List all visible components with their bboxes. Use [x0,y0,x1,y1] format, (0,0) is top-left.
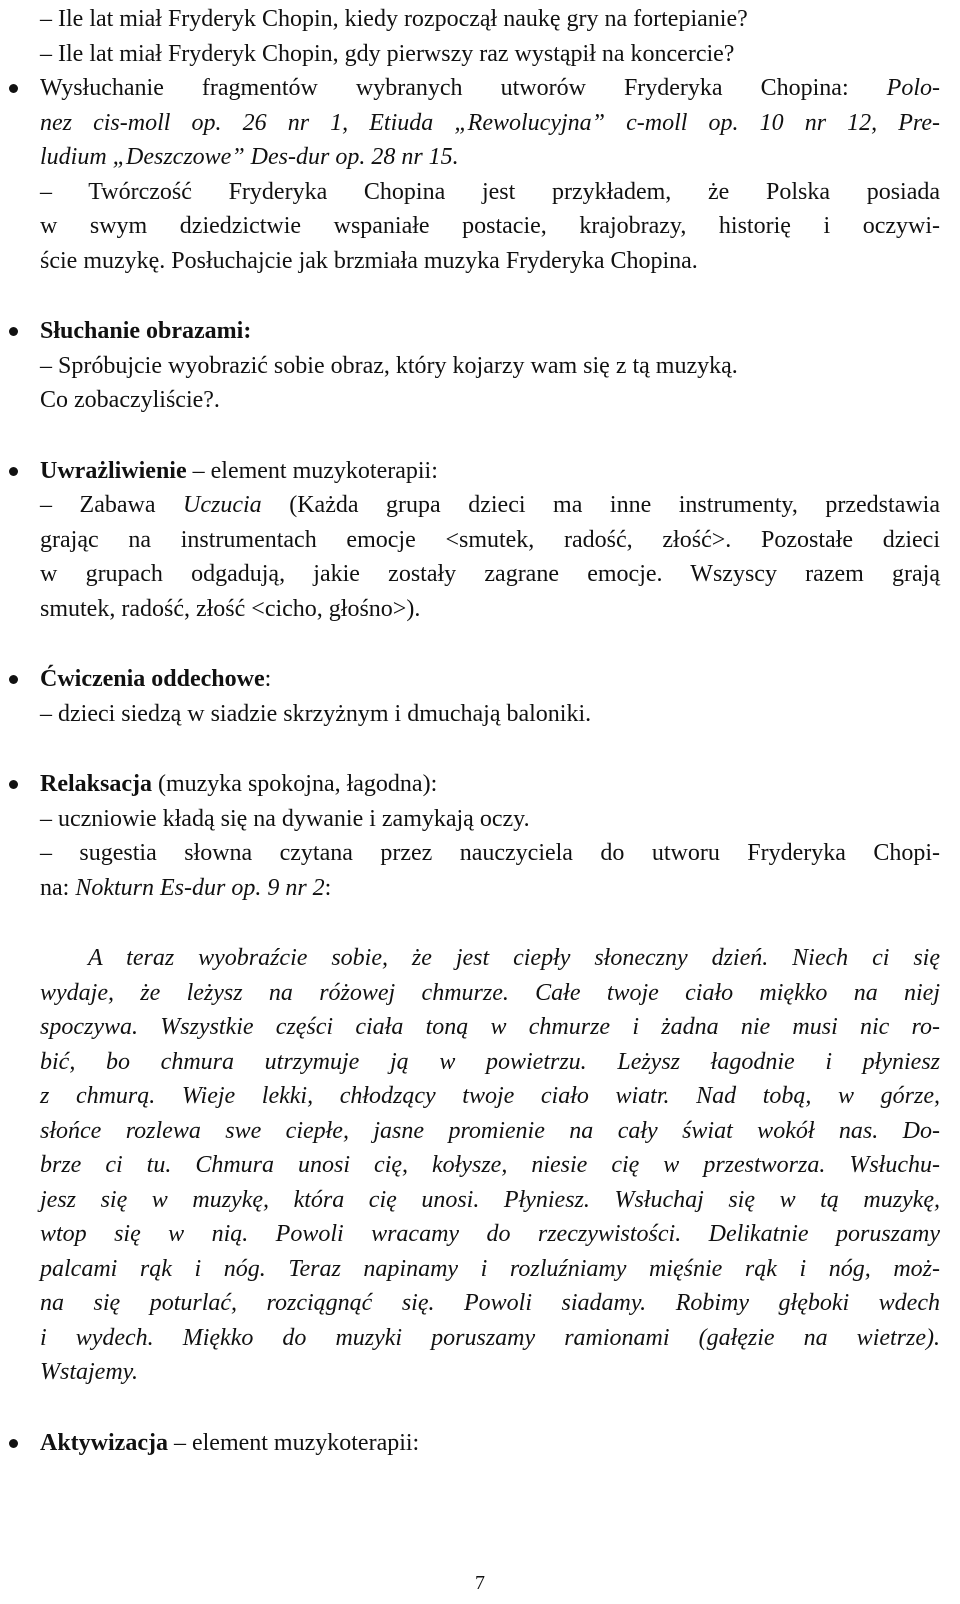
list-item [40,71,940,278]
page-number: 7 [475,1572,485,1594]
listen-line: Wysłuchanie fragmentów wybranych utworów Fryderyka Chopina: Polo- [40,75,940,101]
list-item [40,314,940,418]
story-line: spoczywa. Wszystkie części ciała toną w chmurze i żadna nie musi nic ro- [40,1014,940,1040]
story-line: z chmurą. Wieje lekki, chłodzący twoje ciało wiatr. Nad tobą, w górze, [40,1083,940,1109]
bullet-icon [9,780,18,789]
question-line: – Ile lat miał Fryderyk Chopin, kiedy rozpoczął naukę gry na fortepianie? [40,6,748,32]
works-line: nez cis-moll op. 26 nr 1, Etiuda „Rewolucyjna” c-moll op. 10 nr 12, Pre- [40,109,940,136]
question-line: – Ile lat miał Fryderyk Chopin, gdy pierwszy raz wystąpił na koncercie? [40,40,735,67]
story-line: Wstajemy. [40,1359,138,1385]
section-heading: Ćwiczenia oddechowe: [40,666,272,692]
works-line: ludium „Deszczowe” Des-dur op. 28 nr 15. [40,144,459,170]
paragraph-line: smutek, radość, złość <cicho, głośno>). [40,595,421,622]
document-page [40,0,940,1460]
story-line: bić, bo chmura utrzymuje ją w powietrzu. Leżysz łagodnie i płyniesz [40,1048,940,1075]
story-line: A teraz wyobraźcie sobie, że jest ciepły słoneczny dzień. Niech ci się [88,945,940,971]
paragraph-line: – sugestia słowna czytana przez nauczyciela do utworu Fryderyka Chopi- [40,840,940,866]
story-line: wydaje, że leżysz na różowej chmurze. Całe twoje ciało miękko na niej [40,979,940,1006]
section-heading: Słuchanie obrazami: [40,318,252,344]
story-line: palcami rąk i nóg. Teraz napinamy i rozluźniamy mięśnie rąk i nóg, moż- [40,1255,940,1282]
story-line: i wydech. Miękko do muzyki poruszamy ramionami (gałęzie na wietrze). [40,1324,940,1351]
bullet-icon [9,467,18,476]
paragraph-line: na: Nokturn Es-dur op. 9 nr 2: [40,874,332,901]
creativity-line: ście muzykę. Posłuchajcie jak brzmiała muzyka Fryderyka Chopina. [40,247,698,274]
paragraph-line: grając na instrumentach emocje <smutek, radość, złość>. Pozostałe dzieci [40,526,940,553]
story-line: brze ci tu. Chmura unosi cię, kołysze, niesie cię w przestworza. Wsłuchu- [40,1152,940,1178]
list-item [40,454,940,627]
paragraph-line: Co zobaczyliście?. [40,387,220,413]
section-heading: Uwrażliwienie – element muzykoterapii: [40,457,438,484]
list-item [40,767,940,905]
bullet-icon [9,1439,18,1448]
story-paragraph [40,941,940,1390]
bullet-icon [9,675,18,684]
paragraph-line: – Spróbujcie wyobrazić sobie obraz, który kojarzy wam się z tą muzyką. [40,352,738,379]
paragraph-line: w grupach odgadują, jakie zostały zagrane emocje. Wszyscy razem grają [40,561,940,587]
list-item [40,662,940,731]
story-line: jesz się w muzykę, która cię unosi. Płyniesz. Wsłuchaj się w tą muzykę, [40,1186,940,1213]
section-heading: Aktywizacja – element muzykoterapii: [40,1429,420,1456]
list-item [40,1426,940,1461]
bullet-icon [9,327,18,336]
story-line: na się poturlać, rozciągnąć się. Powoli siadamy. Robimy głęboki wdech [40,1290,940,1316]
creativity-line: w swym dziedzictwie wspaniałe postacie, krajobrazy, historię i oczywi- [40,213,940,239]
paragraph-line: – dzieci siedzą w siadzie skrzyżnym i dmuchają baloniki. [40,700,592,727]
story-line: słońce rozlewa swe ciepłe, jasne promienie na cały świat wokół nas. Do- [40,1117,940,1144]
section-heading: Relaksacja (muzyka spokojna, łagodna): [40,771,438,797]
bullet-icon [9,84,18,93]
story-line: wtop się w nią. Powoli wracamy do rzeczywistości. Delikatnie poruszamy [40,1221,940,1247]
creativity-line: – Twórczość Fryderyka Chopina jest przykładem, że Polska posiada [40,178,940,205]
paragraph-line: – uczniowie kładą się na dywanie i zamykają oczy. [40,805,530,832]
paragraph-line: – Zabawa Uczucia (Każda grupa dzieci ma inne instrumenty, przedstawia [40,492,940,518]
